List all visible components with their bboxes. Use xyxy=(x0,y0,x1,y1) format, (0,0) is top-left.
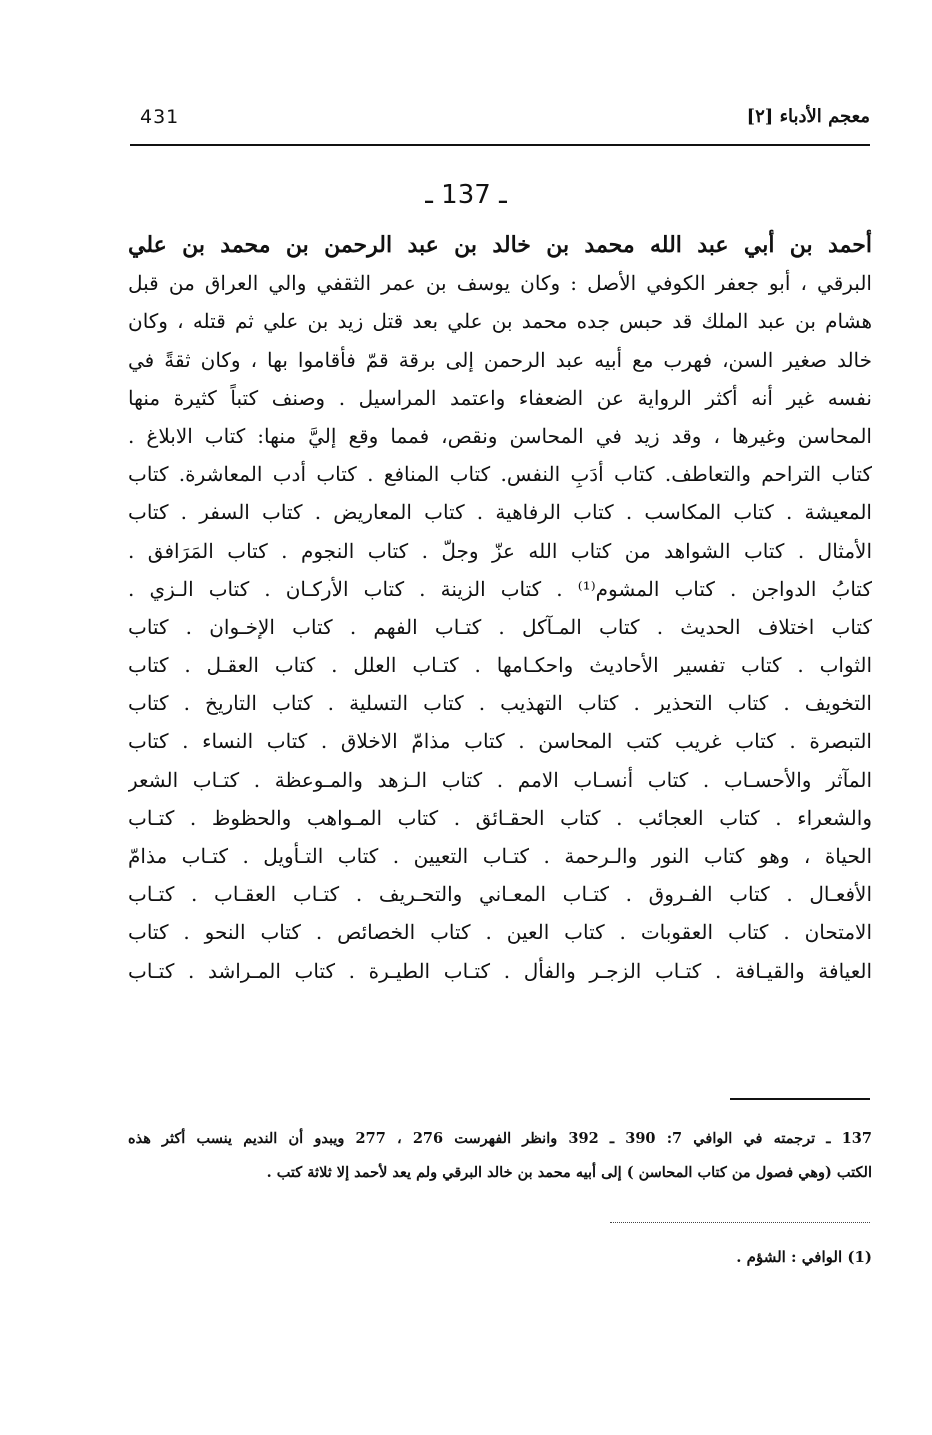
entry-body xyxy=(128,226,872,990)
body-line: هشام بن عبد الملك قد حبس جده محمد بن علي بعد قتل زيد بن علي ثم قتله ، وكان xyxy=(128,309,872,334)
entry-heading-line: أحمد بن أبي عبد الله محمد بن خالد بن عبد الرحمن بن محمد بن علي xyxy=(128,232,872,258)
body-line: كتابُ الدواجن . كتاب المشوم⁽¹⁾ . كتاب الزينة . كتاب الأركـان . كتاب الـزي . xyxy=(128,576,872,601)
body-line: كتاب التراحم والتعاطف. كتاب أدَبِ النفس. كتاب المنافع . كتاب أدب المعاشرة. كتاب xyxy=(128,462,872,487)
body-line: العيافة والقيـافة . كتـاب الزجـر والفأل . كتـاب الطيـرة . كتاب المـراشد . كتـاب xyxy=(128,958,872,983)
body-line: التخويف . كتاب التحذير . كتاب التهذيب . كتاب التسلية . كتاب التاريخ . كتاب xyxy=(128,691,872,716)
running-title: معجم الأدباء [٢] xyxy=(746,106,870,127)
apparatus-divider xyxy=(610,1222,870,1223)
body-line: الحياة ، وهو كتاب النور والـرحمة . كتـاب التعيين . كتاب التـأويل . كتـاب مذامّ xyxy=(128,844,872,868)
footnote-rule xyxy=(730,1098,870,1100)
body-line: الثواب . كتاب تفسير الأحاديث واحكـامها . كتـاب العلل . كتاب العقـل . كتاب xyxy=(128,653,872,678)
body-line: الامتحان . كتاب العقوبات . كتاب العين . كتاب الخصائص . كتاب النحو . كتاب xyxy=(128,920,872,945)
body-line: البرقي ، أبو جعفر الكوفي الأصل : وكان يوسف بن عمر الثقفي والي العراق من قبل xyxy=(128,271,872,296)
footnote-line: الكتب (وهي فصول من كتاب المحاسن ) إلى أبيه محمد بن خالد البرقي ولم يعد لأحمد إلا ثلاثة كتب . xyxy=(266,1164,872,1181)
body-line: الأمثال . كتاب الشواهد من كتاب الله عزّ وجلّ . كتاب النجوم . كتاب المَرَافق . xyxy=(128,538,872,563)
body-line: كتاب اختلاف الحديث . كتاب المـآكل . كتـاب الفهم . كتاب الإخـوان . كتاب xyxy=(128,614,872,639)
footnote xyxy=(128,1122,872,1190)
body-line: والشعراء . كتاب العجائب . كتاب الحقـائق . كتاب المـواهب والحظوظ . كتـاب xyxy=(128,805,872,830)
body-line: نفسه غير أنه أكثر الرواية عن الضعفاء واعتمد المراسيل . وصنف كتباً كثيرة منها xyxy=(128,385,872,410)
body-line: المآثر والأحسـاب . كتاب أنسـاب الامم . كتاب الـزهد والمـوعظة . كتـاب الشعر xyxy=(128,767,872,792)
header-rule xyxy=(130,144,870,146)
body-line: المعيشة . كتاب المكاسب . كتاب الرفاهية . كتاب المعاريض . كتاب السفر . كتاب xyxy=(128,500,872,525)
body-line: المحاسن وغيرها ، وقد زيد في المحاسن ونقص، فمما وقع إليَّ منها: كتاب الابلاغ . xyxy=(128,423,872,448)
page-header xyxy=(130,104,870,144)
body-line: التبصرة . كتاب غريب كتب المحاسن . كتاب مذامّ الاخلاق . كتاب النساء . كتاب xyxy=(128,729,872,754)
page-number: 431 xyxy=(140,106,180,128)
footnote-line: 137 ـ ترجمته في الوافي 7: 390 ـ 392 وانظر الفهرست 276 ، 277 ويبدو أن النديم ينسب أكثر هذه xyxy=(128,1130,872,1147)
apparatus-note: (1) الوافي : الشؤم . xyxy=(736,1248,872,1266)
entry-number: ـ 137 ـ xyxy=(425,180,507,210)
body-line: خالد صغير السن، فهرب مع أبيه عبد الرحمن إلى برقة قمّ فأقاموا بها ، وكان ثقةً في xyxy=(128,347,872,372)
body-line: الأفعـال . كتاب الفـروق . كتـاب المعـاني والتحـريف . كتـاب العقـاب . كتـاب xyxy=(128,882,872,907)
